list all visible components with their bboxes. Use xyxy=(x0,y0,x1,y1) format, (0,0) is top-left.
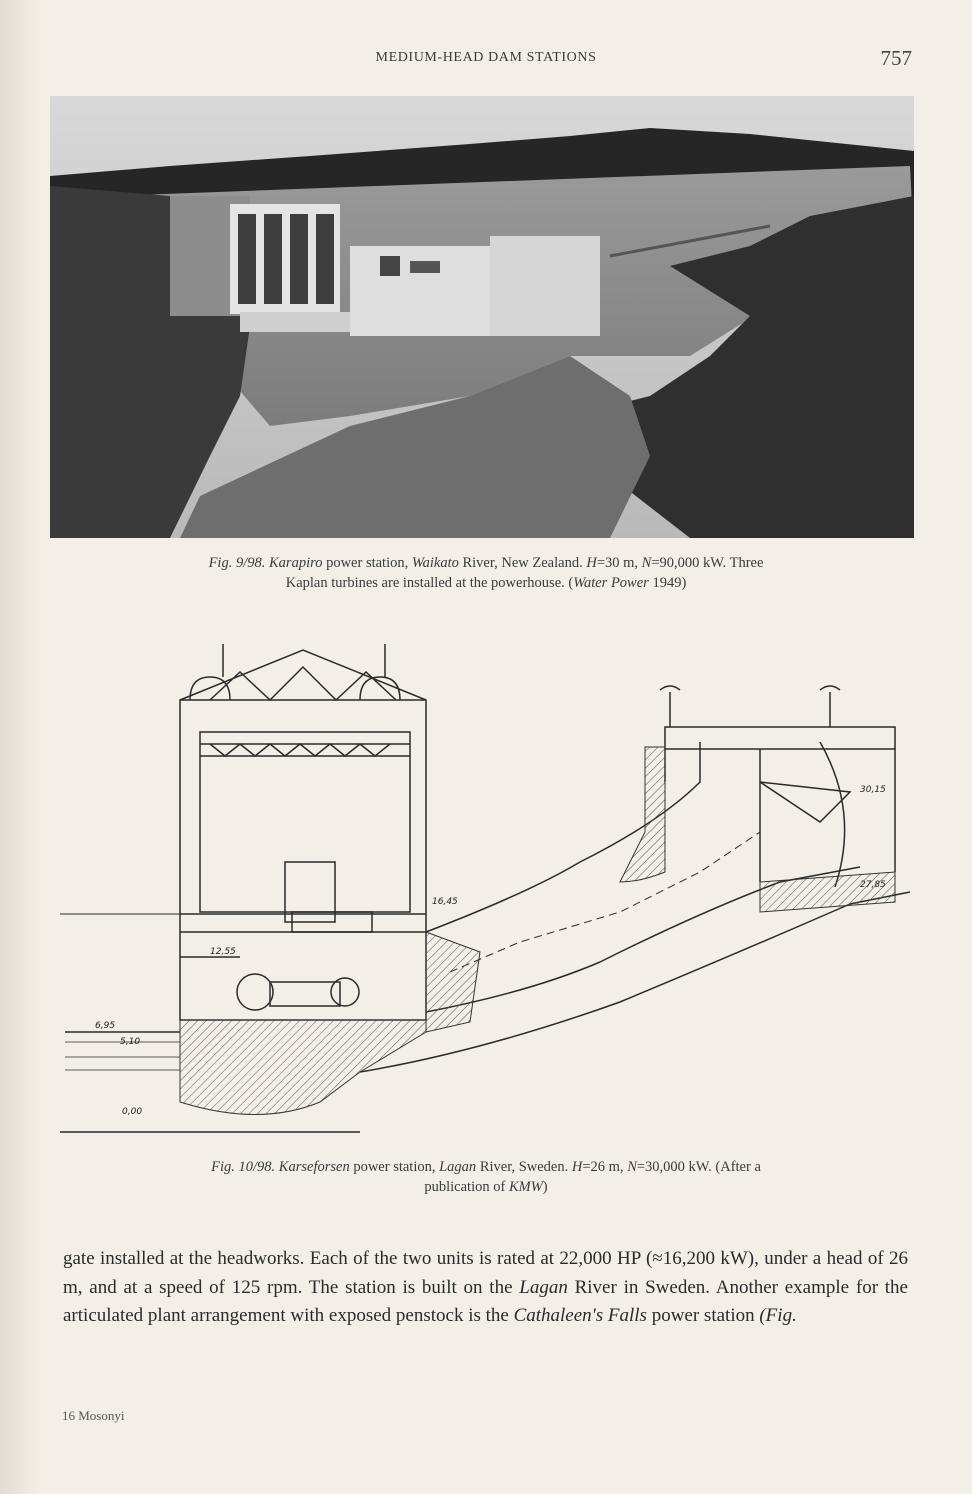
karseforsen-section-drawing xyxy=(60,632,910,1140)
elevation-label-6-95: 6,95 xyxy=(95,1021,116,1031)
figure-9-98-caption xyxy=(80,553,892,593)
running-head xyxy=(0,46,972,70)
signature-mark: 16 Mosonyi xyxy=(62,1408,125,1423)
elevation-label-5-10: 5,10 xyxy=(120,1037,141,1047)
elevation-label-0-00: 0,00 xyxy=(122,1107,143,1117)
caption-text: power station, xyxy=(326,555,409,571)
head-value: =30 m, xyxy=(596,555,639,571)
station-name-karapiro: Karapiro xyxy=(269,555,323,571)
body-italic-lagan: Lagan xyxy=(519,1276,568,1298)
head-value: =26 m, xyxy=(582,1159,624,1175)
caption-text: River, New Zealand. xyxy=(462,555,583,571)
caption-source: KMW xyxy=(508,1179,543,1195)
figure-10-98-label: Fig. 10/98. xyxy=(211,1159,276,1175)
caption-text: power station, xyxy=(353,1159,436,1175)
elevation-label-30-15: 30,15 xyxy=(860,785,886,795)
caption-source: Water Power xyxy=(573,575,649,591)
body-italic-fig: (Fig. xyxy=(759,1305,797,1326)
karapiro-photo-illustration xyxy=(50,96,914,538)
caption-text: River, Sweden. xyxy=(479,1159,569,1175)
river-name-lagan: Lagan xyxy=(439,1159,477,1175)
power-symbol: N xyxy=(641,555,652,571)
power-value: =90,000 kW. Three xyxy=(651,555,764,571)
elevation-label-12-55: 12,55 xyxy=(210,947,236,957)
river-name-waikato: Waikato xyxy=(411,555,459,571)
figure-10-98-caption xyxy=(80,1157,892,1197)
head-symbol: H xyxy=(571,1159,583,1175)
page-gutter-shadow xyxy=(0,0,40,1494)
head-symbol: H xyxy=(586,555,597,571)
caption-line-2: publication of xyxy=(424,1179,506,1195)
station-name-karseforsen: Karseforsen xyxy=(278,1159,350,1175)
caption-end: ) xyxy=(542,1179,548,1195)
karseforsen-cross-section xyxy=(60,632,910,1140)
figure-9-98-label: Fig. 9/98. xyxy=(208,555,266,571)
power-symbol: N xyxy=(627,1159,637,1175)
karapiro-photograph xyxy=(50,96,914,538)
power-value: =30,000 kW. (After a xyxy=(636,1159,761,1175)
body-text-2: River in Sweden. Another example for the articulated plant arrangement with exposed penstock is the xyxy=(63,1276,908,1326)
body-paragraph xyxy=(63,1245,908,1331)
body-text-1: gate installed at the headworks. Each of the two units is rated at 22,000 HP (≈16,200 kW), under a head of 26 m, and at a speed of 125 rpm. The station is built on the xyxy=(63,1248,908,1298)
elevation-label-27-85: 27,85 xyxy=(860,880,886,890)
body-text-3: power station xyxy=(651,1305,755,1326)
caption-line-2: Kaplan turbines are installed at the powerhouse. ( xyxy=(285,575,574,591)
elevation-label-16-45: 16,45 xyxy=(432,897,458,907)
page-number: 757 xyxy=(880,46,912,70)
caption-year: 1949) xyxy=(652,575,687,591)
running-title: MEDIUM-HEAD DAM STATIONS xyxy=(375,50,597,65)
body-italic-cathaleens-falls: Cathaleen's Falls xyxy=(513,1305,647,1326)
